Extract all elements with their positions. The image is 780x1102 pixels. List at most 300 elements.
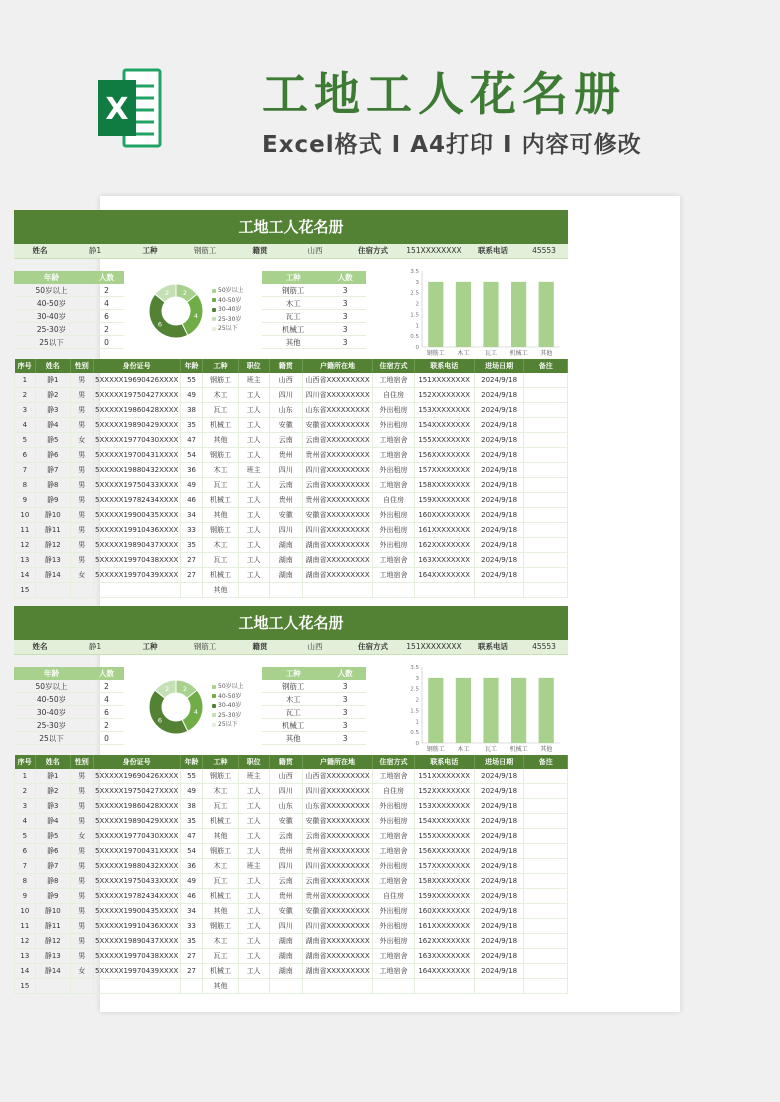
table-cell[interactable]: 男 <box>70 373 93 388</box>
age-table-cell[interactable]: 6 <box>89 310 124 323</box>
table-cell[interactable]: 工地宿舍 <box>373 949 414 964</box>
table-cell[interactable]: 工地宿舍 <box>373 844 414 859</box>
table-cell[interactable]: 男 <box>70 493 93 508</box>
table-cell[interactable]: 外出租房 <box>373 814 414 829</box>
table-cell[interactable] <box>524 388 568 403</box>
table-cell[interactable] <box>35 979 70 994</box>
table-cell[interactable]: 155XXXXXXXX <box>414 433 474 448</box>
table-cell[interactable]: 钢筋工 <box>203 373 238 388</box>
table-cell[interactable]: 8 <box>15 478 36 493</box>
table-cell[interactable]: 工人 <box>238 553 269 568</box>
table-cell[interactable]: 班主 <box>238 463 269 478</box>
table-cell[interactable]: 工人 <box>238 418 269 433</box>
table-cell[interactable]: 机械工 <box>203 418 238 433</box>
table-cell[interactable]: 静14 <box>35 568 70 583</box>
table-cell[interactable]: 瓦工 <box>203 799 238 814</box>
table-cell[interactable]: 49 <box>180 874 203 889</box>
table-cell[interactable]: 工地宿舍 <box>373 568 414 583</box>
table-cell[interactable] <box>93 979 180 994</box>
table-cell[interactable]: 2024/9/18 <box>474 919 524 934</box>
table-cell[interactable]: 35 <box>180 418 203 433</box>
table-cell[interactable]: 安徽省XXXXXXXXX <box>302 508 372 523</box>
table-cell[interactable] <box>524 964 568 979</box>
table-cell[interactable]: 5XXXXX19900435XXXX <box>93 508 180 523</box>
table-cell[interactable]: 152XXXXXXXX <box>414 784 474 799</box>
table-cell[interactable]: 山西省XXXXXXXXX <box>302 769 372 784</box>
table-cell[interactable]: 外出租房 <box>373 799 414 814</box>
table-cell[interactable]: 5XXXXX19770430XXXX <box>93 433 180 448</box>
table-cell[interactable]: 木工 <box>203 859 238 874</box>
table-cell[interactable] <box>180 583 203 598</box>
table-cell[interactable]: 49 <box>180 478 203 493</box>
table-cell[interactable]: 35 <box>180 538 203 553</box>
table-cell[interactable]: 云南 <box>269 829 302 844</box>
table-cell[interactable] <box>524 433 568 448</box>
table-cell[interactable]: 15 <box>15 979 36 994</box>
table-cell[interactable]: 静5 <box>35 433 70 448</box>
table-cell[interactable]: 外出租房 <box>373 934 414 949</box>
table-cell[interactable]: 四川省XXXXXXXXX <box>302 463 372 478</box>
table-cell[interactable]: 2024/9/18 <box>474 799 524 814</box>
table-cell[interactable]: 164XXXXXXXX <box>414 568 474 583</box>
table-cell[interactable]: 工地宿舍 <box>373 769 414 784</box>
table-cell[interactable]: 男 <box>70 904 93 919</box>
table-cell[interactable]: 2024/9/18 <box>474 568 524 583</box>
table-cell[interactable]: 5XXXXX19890437XXXX <box>93 934 180 949</box>
table-cell[interactable]: 云南省XXXXXXXXX <box>302 433 372 448</box>
table-cell[interactable]: 贵州 <box>269 493 302 508</box>
table-cell[interactable]: 外出租房 <box>373 523 414 538</box>
table-cell[interactable]: 7 <box>15 859 36 874</box>
table-cell[interactable] <box>373 979 414 994</box>
table-cell[interactable]: 2024/9/18 <box>474 874 524 889</box>
table-cell[interactable]: 湖南 <box>269 553 302 568</box>
table-cell[interactable]: 静3 <box>35 403 70 418</box>
table-cell[interactable]: 静9 <box>35 493 70 508</box>
table-cell[interactable]: 2024/9/18 <box>474 784 524 799</box>
table-cell[interactable]: 工人 <box>238 904 269 919</box>
table-cell[interactable]: 163XXXXXXXX <box>414 553 474 568</box>
table-cell[interactable]: 四川 <box>269 784 302 799</box>
table-cell[interactable]: 外出租房 <box>373 508 414 523</box>
table-cell[interactable]: 6 <box>15 448 36 463</box>
table-cell[interactable]: 贵州省XXXXXXXXX <box>302 844 372 859</box>
table-cell[interactable]: 2024/9/18 <box>474 388 524 403</box>
table-cell[interactable]: 1 <box>15 769 36 784</box>
table-cell[interactable] <box>524 403 568 418</box>
table-cell[interactable]: 工人 <box>238 889 269 904</box>
table-cell[interactable]: 5XXXXX19782434XXXX <box>93 889 180 904</box>
table-cell[interactable] <box>524 904 568 919</box>
table-cell[interactable] <box>524 583 568 598</box>
table-cell[interactable]: 3 <box>15 403 36 418</box>
table-cell[interactable]: 27 <box>180 964 203 979</box>
table-cell[interactable]: 157XXXXXXXX <box>414 859 474 874</box>
table-cell[interactable]: 5XXXXX19890429XXXX <box>93 814 180 829</box>
table-cell[interactable]: 2024/9/18 <box>474 889 524 904</box>
table-cell[interactable]: 云南 <box>269 874 302 889</box>
table-cell[interactable]: 157XXXXXXXX <box>414 463 474 478</box>
table-cell[interactable]: 33 <box>180 919 203 934</box>
table-cell[interactable]: 工地宿舍 <box>373 373 414 388</box>
table-cell[interactable]: 静8 <box>35 874 70 889</box>
table-cell[interactable] <box>180 979 203 994</box>
table-cell[interactable]: 5XXXXX19700431XXXX <box>93 448 180 463</box>
table-cell[interactable]: 山西 <box>269 769 302 784</box>
table-cell[interactable]: 木工 <box>203 463 238 478</box>
table-cell[interactable]: 四川省XXXXXXXXX <box>302 784 372 799</box>
table-cell[interactable]: 瓦工 <box>203 553 238 568</box>
table-cell[interactable]: 2024/9/18 <box>474 508 524 523</box>
table-cell[interactable]: 2024/9/18 <box>474 859 524 874</box>
table-cell[interactable]: 162XXXXXXXX <box>414 934 474 949</box>
table-cell[interactable]: 外出租房 <box>373 919 414 934</box>
table-cell[interactable]: 5XXXXX19750427XXXX <box>93 784 180 799</box>
table-cell[interactable]: 男 <box>70 523 93 538</box>
table-cell[interactable]: 山东 <box>269 403 302 418</box>
table-cell[interactable]: 155XXXXXXXX <box>414 829 474 844</box>
table-cell[interactable]: 2024/9/18 <box>474 769 524 784</box>
table-cell[interactable]: 湖南省XXXXXXXXX <box>302 553 372 568</box>
age-table-cell[interactable]: 2 <box>89 680 124 693</box>
table-cell[interactable]: 2024/9/18 <box>474 373 524 388</box>
table-cell[interactable]: 静14 <box>35 964 70 979</box>
age-table-cell[interactable]: 2 <box>89 284 124 297</box>
table-cell[interactable]: 男 <box>70 478 93 493</box>
table-cell[interactable]: 8 <box>15 874 36 889</box>
table-cell[interactable]: 山东省XXXXXXXXX <box>302 799 372 814</box>
table-cell[interactable]: 工人 <box>238 934 269 949</box>
table-cell[interactable]: 5XXXXX19690426XXXX <box>93 769 180 784</box>
table-cell[interactable]: 湖南省XXXXXXXXX <box>302 949 372 964</box>
table-cell[interactable]: 男 <box>70 859 93 874</box>
table-cell[interactable]: 静6 <box>35 448 70 463</box>
table-cell[interactable]: 工人 <box>238 538 269 553</box>
table-cell[interactable]: 男 <box>70 463 93 478</box>
table-cell[interactable]: 工人 <box>238 493 269 508</box>
table-cell[interactable]: 46 <box>180 889 203 904</box>
table-cell[interactable]: 外出租房 <box>373 904 414 919</box>
table-cell[interactable]: 静12 <box>35 538 70 553</box>
table-cell[interactable]: 瓦工 <box>203 478 238 493</box>
table-cell[interactable] <box>269 583 302 598</box>
table-cell[interactable] <box>524 979 568 994</box>
table-cell[interactable]: 工人 <box>238 814 269 829</box>
table-cell[interactable]: 静8 <box>35 478 70 493</box>
table-cell[interactable]: 男 <box>70 769 93 784</box>
table-cell[interactable]: 156XXXXXXXX <box>414 448 474 463</box>
age-table-cell[interactable]: 50岁以上 <box>14 284 89 297</box>
table-cell[interactable]: 4 <box>15 814 36 829</box>
table-cell[interactable]: 静7 <box>35 463 70 478</box>
table-cell[interactable] <box>93 583 180 598</box>
table-cell[interactable]: 湖南 <box>269 538 302 553</box>
table-cell[interactable]: 162XXXXXXXX <box>414 538 474 553</box>
table-cell[interactable]: 机械工 <box>203 568 238 583</box>
table-cell[interactable]: 2024/9/18 <box>474 463 524 478</box>
table-cell[interactable]: 工人 <box>238 949 269 964</box>
table-cell[interactable]: 男 <box>70 553 93 568</box>
table-cell[interactable]: 159XXXXXXXX <box>414 889 474 904</box>
table-cell[interactable]: 2024/9/18 <box>474 538 524 553</box>
trade-table-cell[interactable]: 瓦工 <box>262 310 324 323</box>
table-cell[interactable]: 班主 <box>238 373 269 388</box>
table-cell[interactable]: 机械工 <box>203 889 238 904</box>
trade-table-cell[interactable]: 木工 <box>262 693 324 706</box>
table-cell[interactable]: 5XXXXX19890429XXXX <box>93 418 180 433</box>
table-cell[interactable]: 安徽 <box>269 508 302 523</box>
table-cell[interactable]: 27 <box>180 553 203 568</box>
table-cell[interactable] <box>524 538 568 553</box>
table-cell[interactable]: 2024/9/18 <box>474 493 524 508</box>
table-cell[interactable]: 2024/9/18 <box>474 523 524 538</box>
table-cell[interactable]: 四川 <box>269 859 302 874</box>
table-cell[interactable] <box>524 769 568 784</box>
table-cell[interactable]: 其他 <box>203 583 238 598</box>
age-table-cell[interactable]: 25以下 <box>14 336 89 349</box>
table-cell[interactable]: 5 <box>15 829 36 844</box>
table-cell[interactable]: 钢筋工 <box>203 523 238 538</box>
table-cell[interactable]: 自住房 <box>373 889 414 904</box>
table-cell[interactable]: 自住房 <box>373 784 414 799</box>
age-table-cell[interactable]: 25-30岁 <box>14 719 89 732</box>
trade-table-cell[interactable]: 其他 <box>262 336 324 349</box>
table-cell[interactable]: 静13 <box>35 553 70 568</box>
table-cell[interactable]: 外出租房 <box>373 538 414 553</box>
table-cell[interactable]: 女 <box>70 433 93 448</box>
age-table-cell[interactable]: 25-30岁 <box>14 323 89 336</box>
table-cell[interactable]: 152XXXXXXXX <box>414 388 474 403</box>
table-cell[interactable]: 49 <box>180 784 203 799</box>
table-cell[interactable]: 工人 <box>238 508 269 523</box>
table-cell[interactable]: 女 <box>70 964 93 979</box>
table-cell[interactable]: 云南省XXXXXXXXX <box>302 874 372 889</box>
table-cell[interactable]: 156XXXXXXXX <box>414 844 474 859</box>
table-cell[interactable] <box>70 979 93 994</box>
table-cell[interactable]: 云南省XXXXXXXXX <box>302 478 372 493</box>
table-cell[interactable]: 男 <box>70 538 93 553</box>
table-cell[interactable]: 2024/9/18 <box>474 478 524 493</box>
table-cell[interactable]: 6 <box>15 844 36 859</box>
table-cell[interactable] <box>524 934 568 949</box>
table-cell[interactable] <box>269 979 302 994</box>
table-cell[interactable]: 38 <box>180 403 203 418</box>
table-cell[interactable]: 贵州 <box>269 844 302 859</box>
table-cell[interactable]: 工地宿舍 <box>373 553 414 568</box>
table-cell[interactable]: 男 <box>70 799 93 814</box>
info-value[interactable]: 151XXXXXXXX <box>406 642 462 651</box>
table-cell[interactable] <box>302 979 372 994</box>
table-cell[interactable]: 机械工 <box>203 964 238 979</box>
table-cell[interactable]: 35 <box>180 934 203 949</box>
table-cell[interactable]: 55 <box>180 373 203 388</box>
table-cell[interactable]: 工人 <box>238 874 269 889</box>
table-cell[interactable]: 153XXXXXXXX <box>414 403 474 418</box>
table-cell[interactable] <box>524 874 568 889</box>
table-cell[interactable]: 静5 <box>35 829 70 844</box>
table-cell[interactable]: 38 <box>180 799 203 814</box>
table-cell[interactable]: 2 <box>15 388 36 403</box>
table-cell[interactable]: 瓦工 <box>203 403 238 418</box>
table-cell[interactable] <box>524 814 568 829</box>
table-cell[interactable] <box>524 568 568 583</box>
table-cell[interactable]: 静2 <box>35 784 70 799</box>
table-cell[interactable]: 静4 <box>35 418 70 433</box>
table-cell[interactable]: 湖南 <box>269 949 302 964</box>
table-cell[interactable]: 161XXXXXXXX <box>414 523 474 538</box>
table-cell[interactable]: 27 <box>180 568 203 583</box>
table-cell[interactable]: 湖南省XXXXXXXXX <box>302 964 372 979</box>
table-cell[interactable]: 159XXXXXXXX <box>414 493 474 508</box>
table-cell[interactable]: 外出租房 <box>373 403 414 418</box>
trade-table-cell[interactable]: 3 <box>324 732 366 745</box>
table-cell[interactable]: 13 <box>15 949 36 964</box>
table-cell[interactable] <box>238 979 269 994</box>
table-cell[interactable]: 9 <box>15 493 36 508</box>
trade-table-cell[interactable]: 3 <box>324 284 366 297</box>
table-cell[interactable]: 四川 <box>269 523 302 538</box>
age-table-cell[interactable]: 30-40岁 <box>14 310 89 323</box>
table-cell[interactable]: 其他 <box>203 829 238 844</box>
table-cell[interactable] <box>373 583 414 598</box>
table-cell[interactable]: 10 <box>15 904 36 919</box>
table-cell[interactable]: 自住房 <box>373 388 414 403</box>
trade-table-cell[interactable]: 瓦工 <box>262 706 324 719</box>
table-cell[interactable]: 55 <box>180 769 203 784</box>
trade-table-cell[interactable]: 3 <box>324 323 366 336</box>
table-cell[interactable] <box>35 583 70 598</box>
table-cell[interactable]: 安徽省XXXXXXXXX <box>302 814 372 829</box>
table-cell[interactable]: 男 <box>70 388 93 403</box>
table-cell[interactable]: 工地宿舍 <box>373 478 414 493</box>
table-cell[interactable]: 11 <box>15 919 36 934</box>
age-table-cell[interactable]: 0 <box>89 732 124 745</box>
table-cell[interactable]: 静3 <box>35 799 70 814</box>
table-cell[interactable]: 11 <box>15 523 36 538</box>
table-cell[interactable]: 男 <box>70 919 93 934</box>
table-cell[interactable]: 其他 <box>203 508 238 523</box>
table-cell[interactable]: 其他 <box>203 979 238 994</box>
table-cell[interactable] <box>524 523 568 538</box>
table-cell[interactable] <box>524 418 568 433</box>
info-value[interactable]: 钢筋工 <box>193 642 217 651</box>
table-cell[interactable]: 湖南 <box>269 964 302 979</box>
table-cell[interactable]: 5 <box>15 433 36 448</box>
table-cell[interactable]: 2024/9/18 <box>474 949 524 964</box>
table-cell[interactable]: 10 <box>15 508 36 523</box>
table-cell[interactable]: 2024/9/18 <box>474 553 524 568</box>
table-cell[interactable]: 163XXXXXXXX <box>414 949 474 964</box>
table-cell[interactable]: 160XXXXXXXX <box>414 508 474 523</box>
table-cell[interactable]: 四川省XXXXXXXXX <box>302 919 372 934</box>
table-cell[interactable]: 外出租房 <box>373 463 414 478</box>
table-cell[interactable]: 湖南省XXXXXXXXX <box>302 934 372 949</box>
table-cell[interactable]: 贵州省XXXXXXXXX <box>302 493 372 508</box>
age-table-cell[interactable]: 6 <box>89 706 124 719</box>
table-cell[interactable]: 49 <box>180 388 203 403</box>
table-cell[interactable]: 161XXXXXXXX <box>414 919 474 934</box>
table-cell[interactable]: 男 <box>70 418 93 433</box>
table-cell[interactable]: 5XXXXX19860428XXXX <box>93 799 180 814</box>
table-cell[interactable]: 15 <box>15 583 36 598</box>
table-cell[interactable]: 机械工 <box>203 814 238 829</box>
table-cell[interactable]: 木工 <box>203 784 238 799</box>
table-cell[interactable]: 1 <box>15 373 36 388</box>
trade-table-cell[interactable]: 机械工 <box>262 323 324 336</box>
table-cell[interactable]: 四川 <box>269 919 302 934</box>
table-cell[interactable]: 2 <box>15 784 36 799</box>
table-cell[interactable]: 班主 <box>238 859 269 874</box>
table-cell[interactable]: 静10 <box>35 508 70 523</box>
table-cell[interactable] <box>524 493 568 508</box>
table-cell[interactable]: 工地宿舍 <box>373 829 414 844</box>
table-cell[interactable]: 14 <box>15 964 36 979</box>
age-table-cell[interactable]: 25以下 <box>14 732 89 745</box>
table-cell[interactable] <box>524 829 568 844</box>
table-cell[interactable]: 14 <box>15 568 36 583</box>
table-cell[interactable]: 安徽省XXXXXXXXX <box>302 904 372 919</box>
table-cell[interactable]: 山东 <box>269 799 302 814</box>
info-value[interactable]: 静1 <box>88 246 102 255</box>
table-cell[interactable]: 2024/9/18 <box>474 433 524 448</box>
info-value[interactable]: 151XXXXXXXX <box>406 246 462 255</box>
table-cell[interactable]: 47 <box>180 829 203 844</box>
table-cell[interactable]: 静7 <box>35 859 70 874</box>
table-cell[interactable]: 2024/9/18 <box>474 934 524 949</box>
table-cell[interactable]: 13 <box>15 553 36 568</box>
table-cell[interactable]: 5XXXXX19900435XXXX <box>93 904 180 919</box>
table-cell[interactable] <box>524 949 568 964</box>
table-cell[interactable]: 安徽省XXXXXXXXX <box>302 418 372 433</box>
table-cell[interactable]: 5XXXXX19880432XXXX <box>93 463 180 478</box>
table-cell[interactable]: 工地宿舍 <box>373 448 414 463</box>
trade-table-cell[interactable]: 钢筋工 <box>262 284 324 297</box>
age-table-cell[interactable]: 40-50岁 <box>14 297 89 310</box>
table-cell[interactable]: 153XXXXXXXX <box>414 799 474 814</box>
table-cell[interactable]: 2024/9/18 <box>474 844 524 859</box>
table-cell[interactable]: 静11 <box>35 523 70 538</box>
table-cell[interactable]: 男 <box>70 874 93 889</box>
table-cell[interactable]: 静12 <box>35 934 70 949</box>
table-cell[interactable]: 5XXXXX19770430XXXX <box>93 829 180 844</box>
table-cell[interactable]: 5XXXXX19750433XXXX <box>93 478 180 493</box>
table-cell[interactable]: 班主 <box>238 769 269 784</box>
table-cell[interactable]: 女 <box>70 568 93 583</box>
table-cell[interactable]: 云南省XXXXXXXXX <box>302 829 372 844</box>
table-cell[interactable]: 瓦工 <box>203 874 238 889</box>
info-value[interactable]: 山西 <box>307 642 323 651</box>
table-cell[interactable]: 5XXXXX19970439XXXX <box>93 964 180 979</box>
table-cell[interactable]: 154XXXXXXXX <box>414 814 474 829</box>
table-cell[interactable]: 山西省XXXXXXXXX <box>302 373 372 388</box>
table-cell[interactable]: 静1 <box>35 769 70 784</box>
table-cell[interactable] <box>474 583 524 598</box>
table-cell[interactable]: 女 <box>70 829 93 844</box>
table-cell[interactable]: 151XXXXXXXX <box>414 373 474 388</box>
table-cell[interactable]: 工人 <box>238 388 269 403</box>
table-cell[interactable]: 4 <box>15 418 36 433</box>
table-cell[interactable]: 2024/9/18 <box>474 814 524 829</box>
table-cell[interactable]: 工人 <box>238 799 269 814</box>
table-cell[interactable]: 机械工 <box>203 493 238 508</box>
table-cell[interactable]: 男 <box>70 934 93 949</box>
table-cell[interactable]: 工人 <box>238 919 269 934</box>
table-cell[interactable] <box>524 373 568 388</box>
table-cell[interactable]: 2024/9/18 <box>474 403 524 418</box>
table-cell[interactable]: 33 <box>180 523 203 538</box>
table-cell[interactable] <box>524 553 568 568</box>
table-cell[interactable]: 静9 <box>35 889 70 904</box>
